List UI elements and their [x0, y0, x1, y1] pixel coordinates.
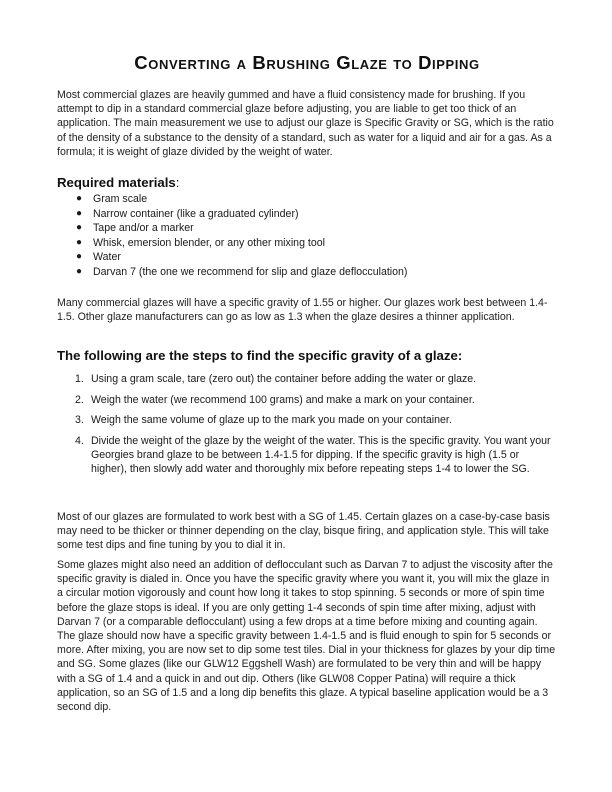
materials-list — [57, 192, 407, 280]
bullet-icon: ● — [76, 236, 83, 248]
step-item — [57, 393, 557, 407]
material-item: Tape and/or a marker — [93, 222, 194, 235]
material-item: Darvan 7 (the one we recommend for slip and glaze deflocculation) — [93, 265, 408, 278]
step-number: 2. — [75, 393, 84, 406]
step-number: 4. — [75, 434, 84, 447]
step-text: Divide the weight of the glaze by the weight of the water. This is the specific gravity. You want your Georgies brand glaze to be between 1.4-1.5 for dipping. If the specific gravity is high (1.5 or higher), then slowly add water and thoroughly mix before repeating steps 1-4 to lower the SG. — [91, 434, 551, 475]
intro-paragraph: Most commercial glazes are heavily gummed and have a fluid consistency made for brushing. If you attempt to dip in a standard commercial glaze before adjusting, you are liable to get too thick of an application. The main measurement we use to adjust our glaze is Specific Gravity or SG, which is the ratio of the density of a substance to the density of a standard, such as water for a liquid and air for a gas. As a formula; it is weight of glaze divided by the weight of water. — [57, 89, 554, 158]
bullet-icon: ● — [76, 193, 83, 204]
material-item: Whisk, emersion blender, or any other mixing tool — [93, 236, 325, 249]
steps-heading: The following are the steps to find the specific gravity of a glaze: — [57, 348, 463, 363]
list-item — [57, 207, 407, 222]
steps-list — [57, 372, 557, 482]
list-item — [57, 236, 407, 251]
list-item — [57, 250, 407, 265]
deflocculant-paragraph: Some glazes might also need an addition of deflocculant such as Darvan 7 to adjust the viscosity after the specific gravity is dialed in. Once you have the specific gravity where you want it, you will mix the glaze in a circular motion vigorously and count how long it takes to stop spinning. 5 seconds or more of spin time before the glaze stops is ideal. If you are only getting 1-4 seconds of spin time after mixing, adjust with Darvan 7 (or a comparable deflocculant) using a few drops at a time before mixing and counting again. The glaze should now have a specific gravity between 1.4-1.5 and is fluid enough to spin for 5 seconds or more. After mixing, you are now set to dip some test tiles. Dial in your thickness for glazes by your dip time and SG. Some glazes (like our GLW12 Eggshell Wash) are formulated to be very thin and will be happy with a SG of 1.4 and a quick in and out dip. Others (like GLW08 Copper Patina) will require a thick application, so an SG of 1.5 and a long dip benefits this glaze. A typical baseline application would be a 3 second dip. — [57, 559, 556, 714]
bullet-icon: ● — [76, 222, 83, 234]
gravity-note-paragraph: Many commercial glazes will have a specific gravity of 1.55 or higher. Our glazes work best between 1.4-1.5. Other glaze manufacturers can go as low as 1.3 when the glaze desires a thinner application. — [57, 297, 548, 324]
step-number: 3. — [75, 414, 84, 426]
formulated-paragraph: Most of our glazes are formulated to work best with a SG of 1.45. Certain glazes on a case-by-case basis may need to be thicker or thinner depending on the clay, bisque firing, and application style. This will take some test dips and fine tuning by you to dial it in. — [57, 511, 550, 552]
page-title: Converting a Brushing Glaze to Dipping — [134, 52, 480, 73]
list-item — [57, 192, 407, 207]
step-item — [57, 434, 557, 477]
step-item — [57, 413, 557, 427]
list-item — [57, 265, 407, 280]
bullet-icon: ● — [76, 207, 83, 219]
step-number: 1. — [75, 373, 84, 385]
material-item: Narrow container (like a graduated cylinder) — [93, 207, 299, 220]
step-text: Weigh the water (we recommend 100 grams) and make a mark on your container. — [91, 393, 475, 406]
bullet-icon: ● — [76, 251, 83, 263]
materials-heading — [57, 175, 557, 190]
material-item: Water — [93, 251, 121, 264]
step-text: Using a gram scale, tare (zero out) the container before adding the water or glaze. — [91, 373, 477, 385]
material-item: Gram scale — [93, 193, 148, 205]
materials-heading-text: Required materials — [57, 175, 176, 190]
step-item — [57, 372, 557, 386]
list-item — [57, 221, 407, 236]
materials-heading-colon: : — [175, 175, 180, 190]
bullet-icon: ● — [76, 265, 83, 277]
step-text: Weigh the same volume of glaze up to the mark you made on your container. — [91, 414, 452, 426]
